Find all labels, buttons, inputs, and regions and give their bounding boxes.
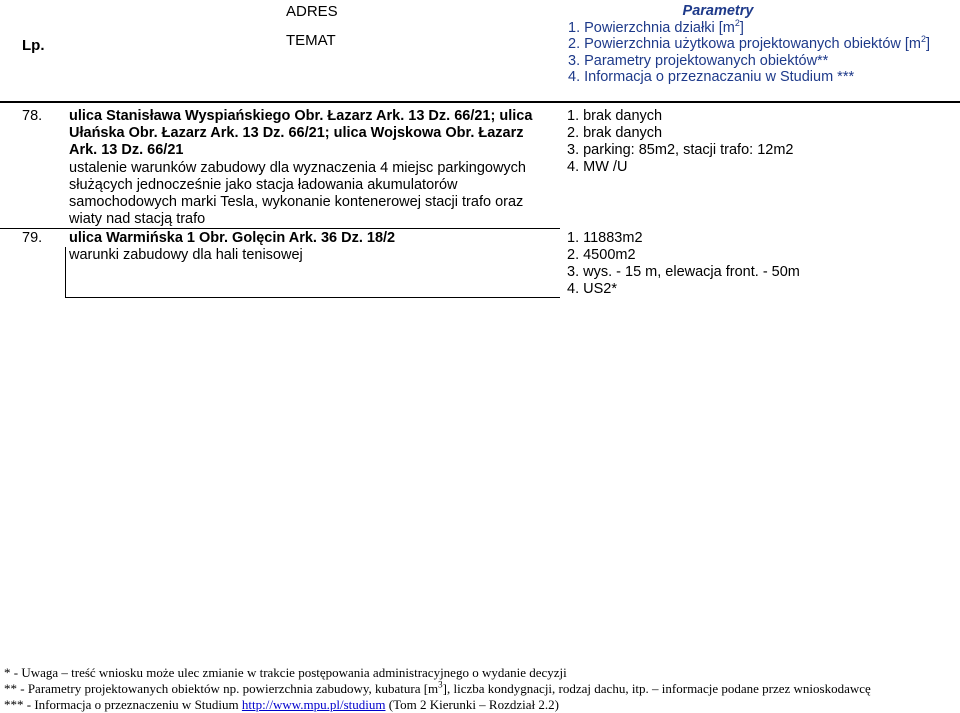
row-79-address: ulica Warmińska 1 Obr. Golęcin Ark. 36 Dz. 18/2 — [69, 230, 396, 246]
header-temat: TEMAT — [286, 32, 336, 49]
row-78-address: ulica Stanisława Wyspiańskiego Obr. Łazarz Ark. 13 Dz. 66/21; ulica Ułańska Obr. Łazarz Ark. 13 Dz. 66/21; ulica Wojskowa Obr. Łazarz Ark. 13 Dz. 66/21 — [69, 108, 533, 158]
header-parametry-title: Parametry — [682, 3, 754, 19]
row-divider-79 — [0, 228, 560, 229]
footnote-2: ** - Parametry projektowanych obiektów np. powierzchnia zabudowy, kubatura $[m^3]$, liczba kondygnacji, rodzaj dachu, itp. – informacje podane przez wnioskodawcę — [4, 679, 871, 696]
row-79-params: 1. 11883m2 2. 4500m2 3. wys. - 15 m, elewacja front. - 50m 4. US2* — [567, 230, 800, 297]
row-79-col-divider — [65, 247, 66, 297]
header-lp: Lp. — [22, 37, 45, 54]
row-78-lp: 78. — [22, 108, 43, 124]
footnote-3: *** - Informacja o przeznaczeniu w Studium http://www.mpu.pl/studium (Tom 2 Kierunki – Rozdział 2.2) — [4, 697, 559, 712]
param-header-line-4: 4. Informacja o przeznaczaniu w Studium *** — [568, 69, 855, 85]
header-divider — [0, 101, 960, 103]
param-header-line-1: 1. Powierzchnia działki $[m^2]$ — [568, 17, 744, 36]
row-79-bottom-border — [65, 297, 560, 298]
footnote-1: * - Uwaga – treść wniosku może ulec zmianie w trakcie postępowania administracyjnego o wydanie decyzji — [4, 665, 567, 680]
row-79-topic: warunki zabudowy dla hali tenisowej — [69, 247, 303, 263]
row-79-lp: 79. — [22, 230, 43, 246]
header-adres: ADRES — [286, 3, 338, 20]
studium-link[interactable]: http://www.mpu.pl/studium — [241, 697, 386, 712]
param-header-line-3: 3. Parametry projektowanych obiektów** — [568, 52, 829, 69]
header-parametry — [568, 3, 958, 86]
param-header-line-2: 2. Powierzchnia użytkowa projektowanych obiektów $[m^2]$ — [568, 34, 931, 52]
row-78-topic: ustalenie warunków zabudowy dla wyznaczenia 4 miejsc parkingowych służących jednocześnie jako stacja ładowania akumulatorów samochodowych marki Tesla, wykonanie kontenerowej stacji trafo oraz wiaty nad stacją trafo — [69, 160, 526, 227]
row-78-params: 1. brak danych 2. brak danych 3. parking: 85m2, stacji trafo: 12m2 4. MW /U — [567, 108, 794, 175]
